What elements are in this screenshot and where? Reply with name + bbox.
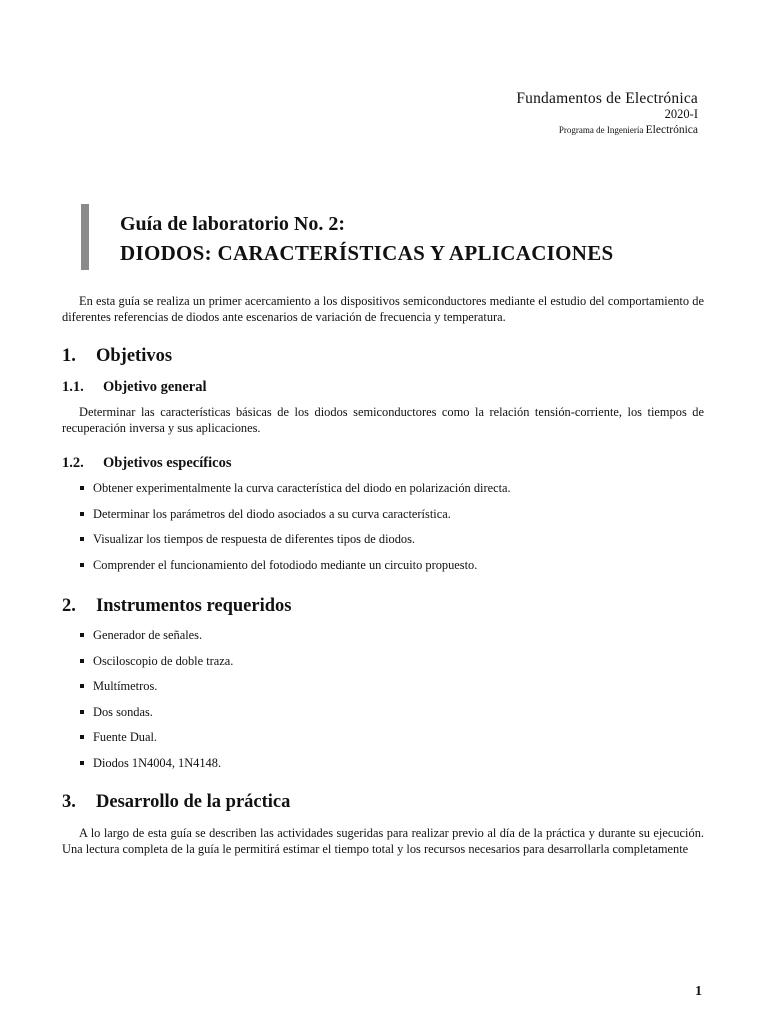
list-item: Visualizar los tiempos de respuesta de diferentes tipos de diodos. [78, 531, 698, 557]
desarrollo-text: A lo largo de esta guía se describen las actividades sugeridas para realizar previo al día de la práctica y durante su ejecución. Una lectura completa de la guía le permitirá estimar el tiempo total y los recursos necesarios para desarrollarla completamente [62, 826, 704, 856]
list-item: Dos sondas. [78, 704, 698, 730]
section-heading-desarrollo [62, 792, 290, 813]
list-item: Determinar los parámetros del diodo asociados a su curva característica. [78, 506, 698, 532]
specific-objectives-list [78, 480, 698, 582]
subsection-title: Objetivo general [103, 379, 207, 395]
guide-title: Guía de laboratorio No. 2: [120, 213, 345, 235]
title-block [81, 204, 701, 270]
subsection-title: Objetivos específicos [103, 455, 232, 471]
list-item: Fuente Dual. [78, 729, 698, 755]
section-title: Instrumentos requeridos [96, 596, 292, 616]
bullet-icon [80, 537, 84, 541]
document-header [516, 90, 698, 136]
title-accent-bar [81, 204, 89, 270]
bullet-icon [80, 512, 84, 516]
section-number: 3. [62, 792, 76, 812]
bullet-icon [80, 633, 84, 637]
bullet-icon [80, 684, 84, 688]
subsection-number: 1.2. [62, 455, 84, 471]
list-item: Diodos 1N4004, 1N4148. [78, 755, 698, 781]
intro-text: En esta guía se realiza un primer acercamiento a los dispositivos semiconductores mediante el estudio del comportamiento de diferentes referencias de diodos ante escenarios de variación de frecuencia y temperatura. [62, 294, 704, 324]
bullet-icon [80, 659, 84, 663]
bullet-icon [80, 710, 84, 714]
desarrollo-paragraph [62, 825, 704, 857]
subsection-heading-especificos [62, 455, 231, 472]
bullet-icon [80, 761, 84, 765]
program-emph: Electrónica [645, 123, 698, 136]
list-item: Osciloscopio de doble traza. [78, 653, 698, 679]
program-prefix: Programa de Ingeniería [558, 124, 644, 135]
list-item: Multímetros. [78, 678, 698, 704]
section-heading-instrumentos [62, 596, 291, 617]
page-number: 1 [695, 984, 702, 999]
section-title: Objetivos [96, 346, 173, 366]
bullet-icon [80, 563, 84, 567]
list-item: Generador de señales. [78, 627, 698, 653]
list-item: Obtener experimentalmente la curva característica del diodo en polarización directa. [78, 480, 698, 506]
guide-subtitle: DIODOS: CARACTERÍSTICAS Y APLICACIONES [120, 241, 614, 265]
section-number: 1. [62, 346, 76, 366]
general-objective-text: Determinar las características básicas de los diodos semiconductores como la relación tensión-corriente, los tiempos de recuperación inversa y sus aplicaciones. [62, 405, 704, 435]
term: 2020-I [664, 107, 698, 122]
intro-paragraph [62, 293, 704, 325]
bullet-icon [80, 735, 84, 739]
list-item: Comprender el funcionamiento del fotodiodo mediante un circuito propuesto. [78, 557, 698, 583]
course-name: Fundamentos de Electrónica [516, 90, 698, 107]
program-name [516, 124, 698, 137]
section-title: Desarrollo de la práctica [96, 792, 291, 812]
subsection-heading-general [62, 379, 207, 396]
bullet-icon [80, 486, 84, 490]
general-objective-paragraph [62, 404, 704, 436]
instruments-list [78, 627, 698, 780]
subsection-number: 1.1. [62, 379, 84, 395]
section-heading-objetivos [62, 346, 172, 367]
section-number: 2. [62, 596, 76, 616]
